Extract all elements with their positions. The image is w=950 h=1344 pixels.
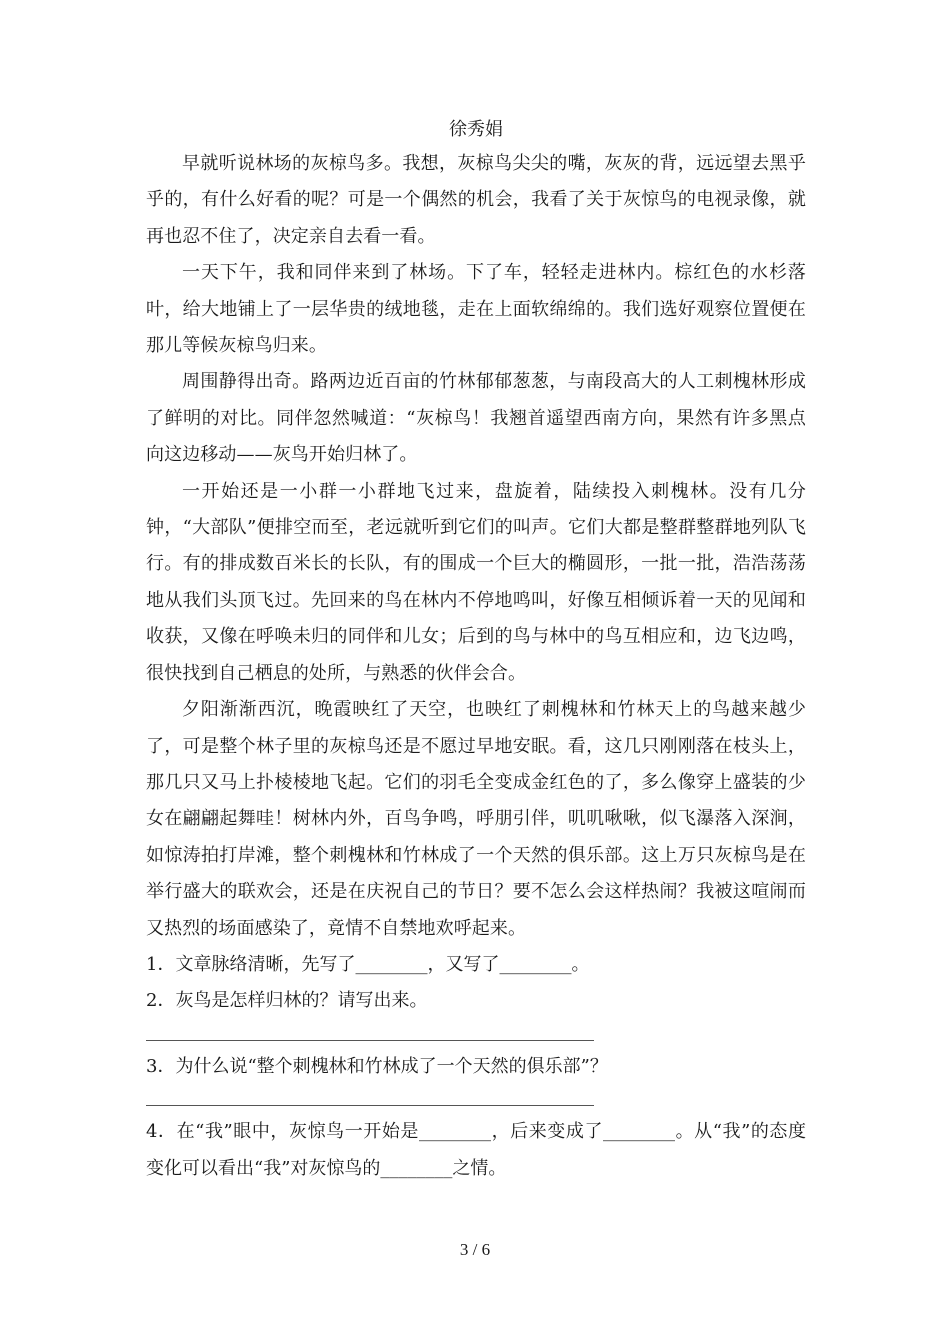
- answer-line-3: [146, 1105, 594, 1106]
- paragraph-1: 早就听说林场的灰椋鸟多。我想，灰椋鸟尖尖的嘴，灰灰的背，远远望去黑乎乎的，有什么好看的呢？可是一个偶然的机会，我看了关于灰惊鸟的电视录像，就再也忍不住了，决定亲自去看一看。: [146, 153, 806, 247]
- question-3: 3．为什么说“整个刺槐林和竹林成了一个天然的俱乐部”？: [146, 1055, 608, 1077]
- question-1: 1．文章脉络清晰，先写了________，又写了________。: [146, 953, 590, 975]
- paragraph-3: 周围静得出奇。路两边近百亩的竹林郁郁葱葱，与南段高大的人工刺槐林形成了鲜明的对比。同伴忽然喊道：“灰椋鸟！我翘首遥望西南方向，果然有许多黑点向这边移动——灰鸟开始归林了。: [146, 371, 806, 466]
- author-name: 徐秀娟: [449, 119, 503, 140]
- paragraph-2: 一天下午，我和同伴来到了林场。下了车，轻轻走进林内。棕红色的水杉落叶，给大地铺上了一层华贵的绒地毯，走在上面软绵绵的。我们选好观察位置便在那儿等候灰椋鸟归来。: [146, 262, 806, 357]
- answer-line-2: [146, 1040, 594, 1041]
- question-4: 4．在“我”眼中，灰惊鸟一开始是________，后来变成了________。从“我”的态度变化可以看出“我”对灰惊鸟的________之情。: [146, 1121, 806, 1179]
- paragraph-5: 夕阳渐渐西沉，晚霞映红了天空，也映红了刺槐林和竹林天上的鸟越来越少了，可是整个林子里的灰椋鸟还是不愿过早地安眠。看，这几只刚刚落在枝头上，那几只又马上扑棱棱地飞起。它们的羽毛全变成金红色的了，多么像穿上盛装的少女在翩翩起舞哇！树林内外，百鸟争鸣，呼朋引伴，叽叽啾啾，似飞瀑落入深涧，如惊涛拍打岸滩，整个刺槐林和竹林成了一个天然的俱乐部。这上万只灰椋鸟是在举行盛大的联欢会，还是在庆祝自己的节日？要不怎么会这样热闹？我被这喧闹而又热烈的场面感染了，竟情不自禁地欢呼起来。: [146, 699, 806, 939]
- paragraph-4: 一开始还是一小群一小群地飞过来，盘旋着，陆续投入刺槐林。没有几分钟，“大部队”便排空而至，老远就听到它们的叫声。它们大都是整群整群地列队飞行。有的排成数百米长的长队，有的围成一个巨大的椭圆形，一批一批，浩浩荡荡地从我们头顶飞过。先回来的鸟在林内不停地鸣叫，好像互相倾诉着一天的见闻和收获，又像在呼唤未归的同伴和儿女；后到的鸟与林中的鸟互相应和，边飞边鸣，很快找到自己栖息的处所，与熟悉的伙伴会合。: [146, 480, 806, 684]
- page-number: 3 / 6: [459, 1240, 491, 1259]
- document-body: [146, 114, 806, 1187]
- question-2: 2．灰鸟是怎样归林的？请写出来。: [146, 990, 428, 1012]
